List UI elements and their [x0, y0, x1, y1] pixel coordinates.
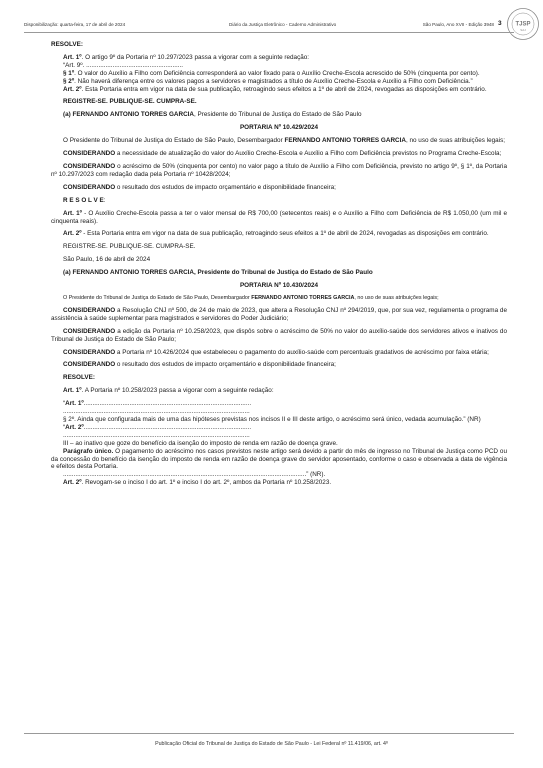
resolve-heading: RESOLVE:	[51, 41, 83, 48]
considerando-6: CONSIDERANDO a Portaria nº 10.426/2024 que estabeleceu o pagamento do auxílio-saúde com percentuais gradativos de acréscimo por faixa etária;	[63, 348, 489, 356]
considerando-4: CONSIDERANDO a Resolução CNJ nº 500, de 24 de maio de 2023, que altera a Resolução CNJ nº 294/2019, que, por sua vez, regulamenta o programa de assistência à saúde suplementar para magistrados e servidores do Poder Judiciário;	[51, 306, 507, 322]
considerando-5: CONSIDERANDO a edição da Portaria nº 10.258/2023, que dispôs sobre o acréscimo de 50% no valor do auxílio-saúde dos servidores ativos e inativos do Tribunal de Justiça do Estado de São Paulo;	[51, 327, 507, 343]
portaria-10429-title: PORTARIA Nº 10.429/2024	[239, 124, 319, 132]
footer-divider	[24, 733, 514, 734]
article-2-quote: “Art. 2º...............................................................................................	[63, 423, 252, 431]
page-footer: Publicação Oficial do Tribunal de Justiça do Estado de São Paulo - Lei Federal nº 11.419/06, art. 4º	[155, 741, 388, 747]
considerando-2: CONSIDERANDO o acréscimo de 50% (cinquenta por cento) no valor pago a título de Auxílio a Filho com Deficiência, previsto no artigo 9º, § 1º, da Portaria nº 10.297/2023 com redação dada pela Portaria nº 10428/2024;	[51, 162, 507, 178]
considerando-7: CONSIDERANDO o resultado dos estudos de impacto orçamentário e disponibilidade financeira;	[63, 361, 336, 369]
article-9-quote: “Art. 9º. .......................................................	[63, 61, 184, 69]
inciso-iii: III – ao inativo que goze do benefício da isenção do imposto de renda em razão de doença grave.	[63, 439, 338, 447]
paragraph-2: § 2º. Não haverá diferença entre os valores pagos a servidores e magistrados a título de Auxílio Creche-Escola e Auxílio a Filho com Deficiência.”	[63, 77, 473, 85]
article-1: Art. 1º. O artigo 9º da Portaria nº 10.297/2023 passa a vigorar com a seguinte redação:	[63, 53, 310, 61]
preamble-10430: O Presidente do Tribunal de Justiça do Estado de São Paulo, Desembargador FERNANDO ANTONIO TORRES GARCIA, no uso de suas atribuições legais;	[63, 294, 439, 301]
register-publish: REGISTRE-SE. PUBLIQUE-SE. CUMPRA-SE.	[63, 98, 197, 106]
paragraph-1: § 1º. O valor do Auxílio a Filho com Deficiência corresponderá ao valor fixado para o Auxílio Creche-Escola acrescido de 50% (cinquenta por cento).	[63, 69, 480, 77]
dotted-line-3: ..........................................................................................................................................” (NR).	[63, 471, 326, 479]
article-1-10429: Art. 1º - O Auxílio Creche-Escola passa a ter o valor mensal de R$ 700,00 (setecentos reais) e o Auxílio a Filho com Deficiência de R$ 1.050,00 (um mil e cinquenta reais).	[51, 209, 507, 225]
dotted-line-1: ..........................................................................................................	[63, 408, 250, 416]
header-edition: São Paulo, Ano XVII - Edição 3948	[422, 22, 494, 27]
page-header	[24, 20, 494, 30]
header-availability: Disponibilização: quarta-feira, 17 de abril de 2024	[24, 22, 126, 27]
resolve-spaced: R E S O L V E:	[63, 196, 106, 204]
signature-line-2: (a) FERNANDO ANTONIO TORRES GARCIA, Presidente do Tribunal de Justiça do Estado de São Paulo	[63, 269, 373, 277]
article-2-10429: Art. 2º - Esta Portaria entra em vigor na data de sua publicação, retroagindo seus efeitos a 1º de abril de 2024, revogadas as disposições em contrário.	[63, 230, 489, 238]
dotted-line-2: ..........................................................................................................	[63, 431, 250, 439]
article-1-quote: “Art. 1º...............................................................................................	[63, 400, 252, 408]
considerando-1: CONSIDERANDO a necessidade de atualização do valor do Auxílio Creche-Escola e Auxílio a Filho com Deficiência previstos no Programa Creche-Escola;	[63, 150, 502, 158]
header-journal: Diário da Justiça Eletrônico - Caderno Administrativo	[229, 22, 337, 27]
considerando-3: CONSIDERANDO o resultado dos estudos de impacto orçamentário e disponibilidade financeira;	[63, 183, 336, 191]
header-divider	[24, 32, 514, 33]
article-2-10430: Art. 2º. Revogam-se o inciso I do art. 1º e inciso I do art. 2º, ambos da Portaria nº 10.258/2023.	[63, 479, 332, 487]
seal-subtext: SAJ	[520, 28, 526, 32]
paragrafo-unico: Parágrafo único. O pagamento do acréscimo nos casos previstos neste artigo será devido a partir do mês de ingresso no Tribunal de Justiça como PCD ou da concessão do benefício da isenção do imposto de renda em razão de doença grave do servidor aposentado, conforme o caso e observada a data de vigência e efeitos desta Portaria.	[51, 447, 507, 471]
resolve-heading-2: RESOLVE:	[63, 374, 95, 382]
signature-line: (a) FERNANDO ANTONIO TORRES GARCIA, Presidente do Tribunal de Justiça do Estado de São Paulo	[63, 111, 362, 119]
date-line: São Paulo, 16 de abril de 2024	[63, 256, 151, 264]
portaria-10430-title: PORTARIA Nº 10.430/2024	[239, 282, 319, 290]
preamble-10429: O Presidente do Tribunal de Justiça do Estado de São Paulo, Desembargador FERNANDO ANTONIO TORRES GARCIA, no uso de suas atribuições legais;	[63, 137, 506, 145]
register-publish-2: REGISTRE-SE. PUBLIQUE-SE. CUMPRA-SE.	[63, 243, 196, 251]
page-number: 3	[498, 20, 502, 27]
article-2: Art. 2º. Esta Portaria entra em vigor na data de sua publicação, retroagindo seus efeitos a 1º de abril de 2024, revogadas as disposições em contrário.	[63, 85, 487, 93]
seal-text: TJSP	[515, 21, 531, 28]
tjsp-seal-icon	[506, 7, 540, 41]
article-1-10430: Art. 1º. A Portaria nº 10.258/2023 passa a vigorar com a seguinte redação:	[63, 387, 274, 395]
paragraph-2-10430: § 2º. Ainda que configurada mais de uma das hipóteses previstas nos incisos II e III deste artigo, o acréscimo será único, vedada acumulação.” (NR)	[63, 416, 481, 423]
document-body	[51, 40, 507, 487]
